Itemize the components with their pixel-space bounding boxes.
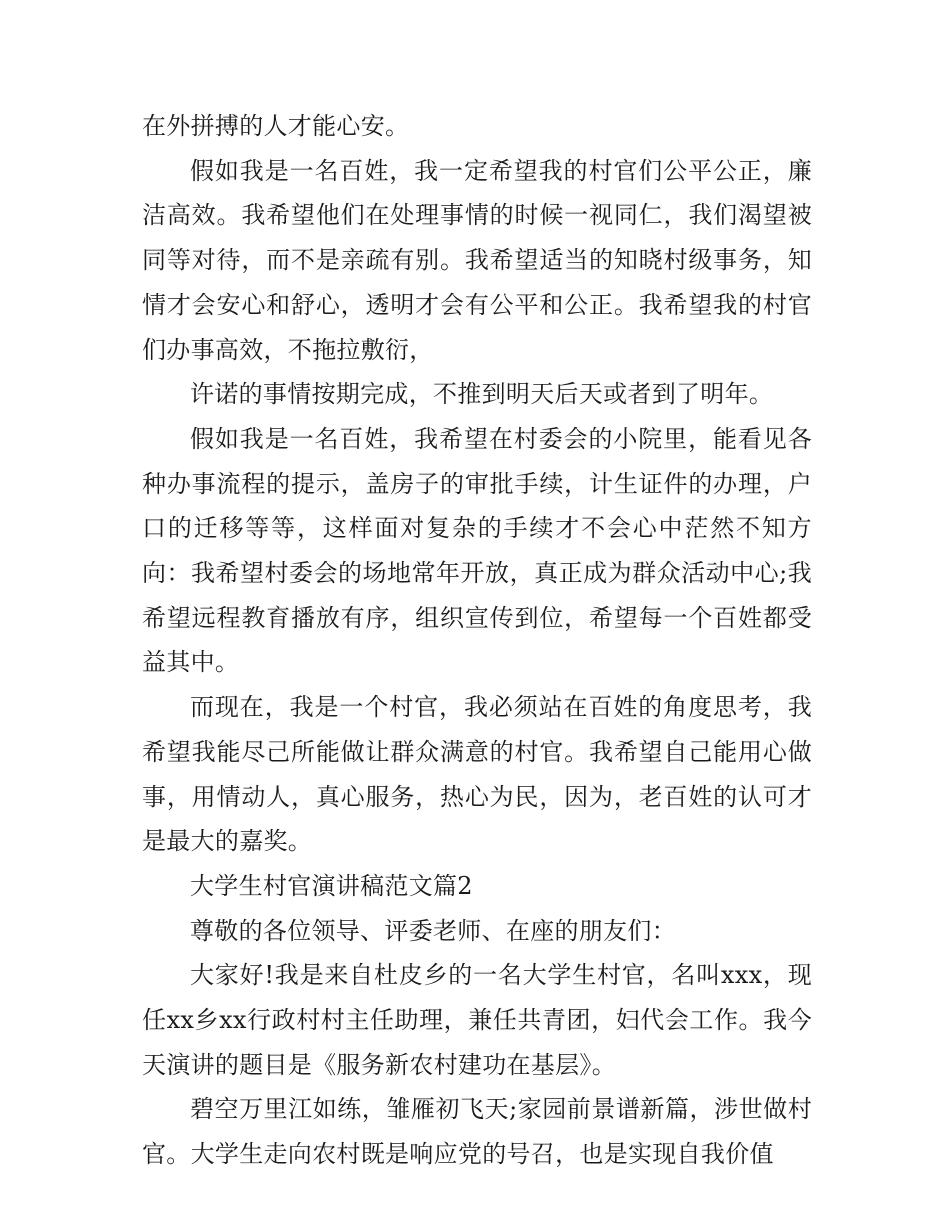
paragraph-introduction: 大家好!我是来自杜皮乡的一名大学生村官，名叫xxx，现任xx乡xx行政村村主任助理，兼任共青团，妇代会工作。我今天演讲的题目是《服务新农村建功在基层》。 xyxy=(142,961,812,1079)
paragraph-last: 碧空万里江如练，雏雁初飞天;家园前景谱新篇，涉世做村官。大学生走向农村既是响应党的号召，也是实现自我价值 xyxy=(142,1095,812,1169)
paragraph-4: 假如我是一名百姓，我希望在村委会的小院里，能看见各种办事流程的提示，盖房子的审批手续，计生证件的办理，户口的迁移等等，这样面对复杂的手续才不会心中茫然不知方向：我希望村委会的场地常年开放，真正成为群众活动中心;我希望远程教育播放有序，组织宣传到位，希望每一个百姓都受益其中。 xyxy=(142,424,812,677)
paragraph-3: 许诺的事情按期完成，不推到明天后天或者到了明年。 xyxy=(190,380,774,409)
section-heading: 大学生村官演讲稿范文篇2 xyxy=(190,871,473,900)
salutation: 尊敬的各位领导、评委老师、在座的朋友们： xyxy=(190,916,676,945)
paragraph-2: 假如我是一名百姓，我一定希望我的村官们公平公正，廉洁高效。我希望他们在处理事情的时候一视同仁，我们渴望被同等对待，而不是亲疏有别。我希望适当的知晓村级事务，知情才会安心和舒心，透明才会有公平和公正。我希望我的村官们办事高效，不拖拉敷衍， xyxy=(142,156,812,364)
paragraph-1: 在外拼搏的人才能心安。 xyxy=(142,112,410,140)
paragraph-5: 而现在，我是一个村官，我必须站在百姓的角度思考，我希望我能尽己所能做让群众满意的村官。我希望自己能用心做事，用情动人，真心服务，热心为民，因为，老百姓的认可才是最大的嘉奖。 xyxy=(142,693,812,856)
document-body xyxy=(142,104,812,1177)
